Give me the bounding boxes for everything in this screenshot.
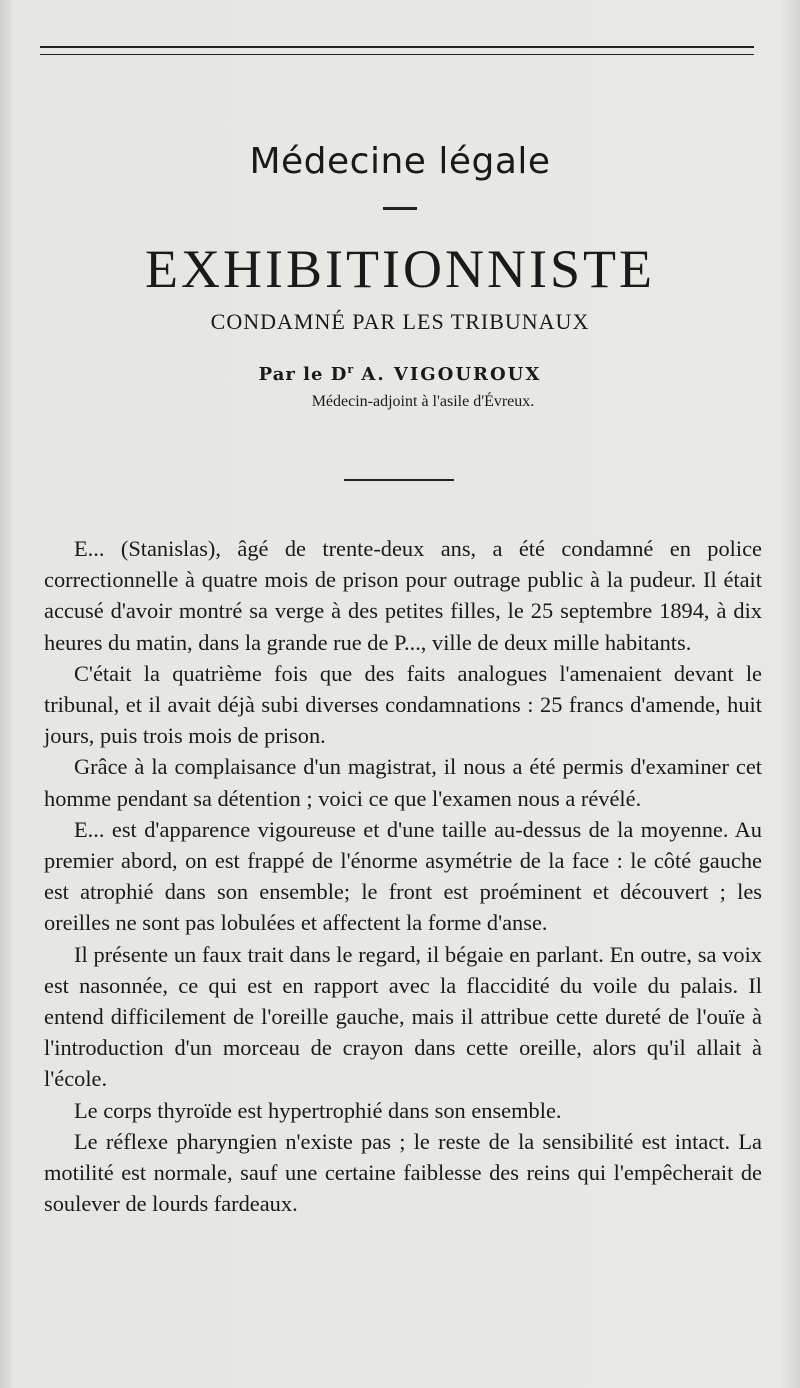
top-rule bbox=[40, 46, 754, 48]
byline-prefix: Par le bbox=[258, 364, 324, 385]
degree-letter: D bbox=[330, 364, 348, 385]
author-affiliation: Médecin-adjoint à l'asile d'Évreux. bbox=[311, 393, 535, 410]
paragraph: Le réflexe pharyngien n'existe pas ; le reste de la sensibilité est intact. La motilité est normale, sauf une certaine faiblesse des reins qui l'empêcherait de soulever de lourds fardeaux. bbox=[44, 1128, 762, 1217]
section-title: Médecine légale bbox=[249, 141, 551, 182]
paragraph: E... (Stanislas), âgé de trente-deux ans, a été condamné en police correctionnelle à quatre mois de prison pour outrage public à la pudeur. Il était accusé d'avoir montré sa verge à des petites filles, le 25 septembre 1894, à dix heures du matin, dans la grande rue de P..., ville de deux mille habitants. bbox=[44, 536, 762, 655]
separator-rule bbox=[344, 479, 454, 481]
paragraph: Il présente un faux trait dans le regard, il bégaie en parlant. En outre, sa voix est nasonnée, ce qui est en rapport avec la flaccidité du voile du palais. Il entend difficilement de l'oreille gauche, mais il attribue cette dureté de l'ouïe à l'introduction d'un morceau de crayon dans cette oreille, alors qu'il allait à l'école. bbox=[44, 941, 762, 1092]
paragraph: Le corps thyroïde est hypertrophié dans son ensemble. bbox=[74, 1097, 562, 1123]
paragraph: C'était la quatrième fois que des faits analogues l'amenaient devant le tribunal, et il avait déjà subi diverses condamnations : 25 francs d'amende, huit jours, puis trois mois de prison. bbox=[44, 660, 762, 749]
paragraph: Grâce à la complaisance d'un magistrat, il nous a été permis d'examiner cet homme pendant sa détention ; voici ce que l'examen nous a révélé. bbox=[44, 754, 762, 811]
top-rule-double bbox=[40, 54, 754, 55]
author-name: A. VIGOUROUX bbox=[361, 364, 542, 385]
title-dash bbox=[383, 207, 417, 210]
degree-sup: r bbox=[347, 363, 355, 376]
header bbox=[0, 140, 800, 413]
article-subtitle: CONDAMNÉ PAR LES TRIBUNAUX bbox=[210, 309, 590, 334]
article-title: EXHIBITIONNISTE bbox=[145, 239, 655, 299]
paragraph: E... est d'apparence vigoureuse et d'une taille au-dessus de la moyenne. Au premier abord, on est frappé de l'énorme asymétrie de la face : le côté gauche est atrophié dans son ensemble; le front est proéminent et découvert ; les oreilles ne sont pas lobulées et affectent la forme d'anse. bbox=[44, 816, 762, 936]
article-body bbox=[44, 533, 762, 1219]
byline-degree bbox=[331, 364, 354, 385]
byline bbox=[0, 358, 800, 387]
